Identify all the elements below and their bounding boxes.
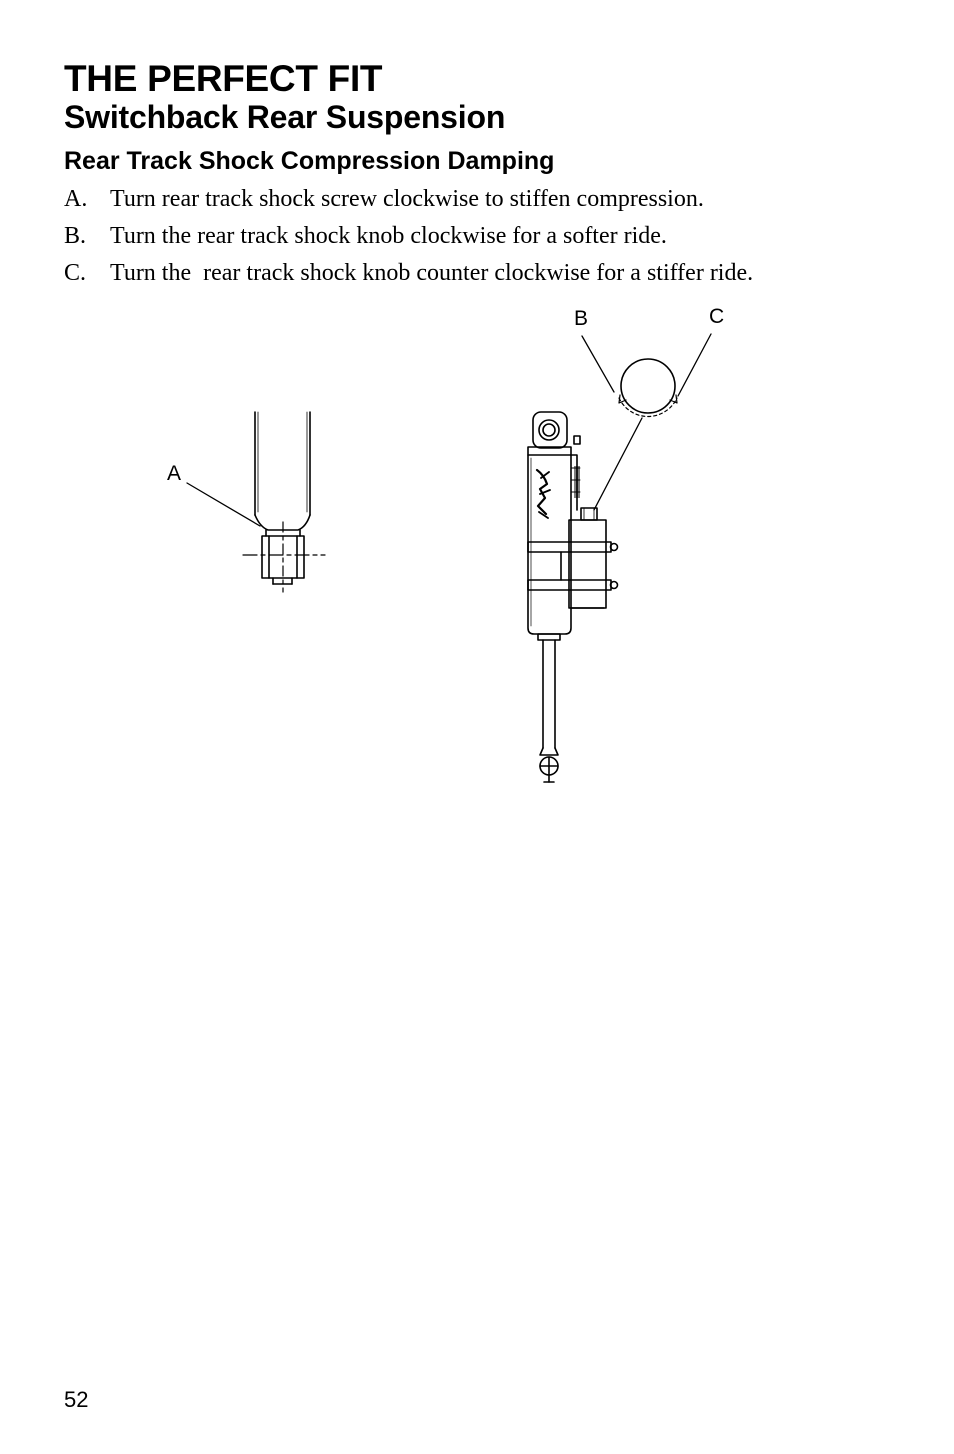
step-letter: C. bbox=[64, 260, 87, 286]
instruction-step-a bbox=[64, 183, 924, 220]
section-heading: Rear Track Shock Compression Damping bbox=[64, 147, 555, 175]
page-title: THE PERFECT FIT bbox=[64, 58, 383, 99]
page-number: 52 bbox=[64, 1387, 89, 1412]
step-letter: B. bbox=[64, 223, 87, 249]
callout-label-a: A bbox=[167, 462, 182, 485]
compression-screw-detail bbox=[187, 412, 325, 592]
callout-label-b: B bbox=[574, 307, 589, 330]
step-text: Turn rear track shock screw clockwise to stiffen compression. bbox=[110, 186, 704, 212]
instruction-step-c bbox=[64, 257, 924, 294]
step-letter: A. bbox=[64, 186, 88, 212]
instruction-step-b bbox=[64, 220, 924, 257]
knob-rotation-diagram bbox=[582, 334, 711, 510]
page-subtitle: Switchback Rear Suspension bbox=[64, 99, 506, 135]
callout-label-c: C bbox=[709, 305, 725, 328]
instruction-list bbox=[64, 183, 924, 294]
shock-assembly bbox=[528, 412, 618, 782]
step-text: Turn the rear track shock knob counter clockwise for a stiffer ride. bbox=[110, 260, 754, 286]
step-text: Turn the rear track shock knob clockwise for a softer ride. bbox=[110, 223, 667, 249]
